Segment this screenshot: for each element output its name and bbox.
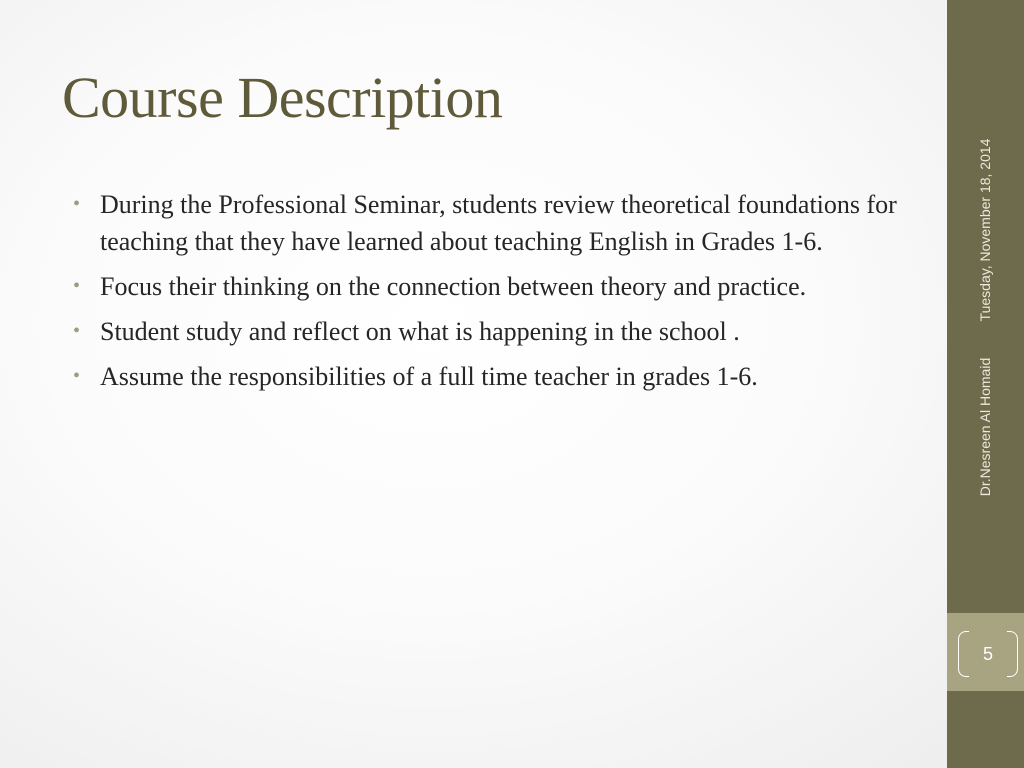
bullet-text: Assume the responsibilities of a full time teacher in grades 1-6.: [100, 362, 758, 391]
slide-number: 5: [982, 644, 993, 664]
bullet-text: Focus their thinking on the connection between theory and practice.: [100, 272, 807, 301]
bullet-icon: •: [73, 275, 81, 297]
bullet-item: [73, 268, 903, 305]
sidebar-author: Dr.Nesreen Al Homaid: [977, 357, 993, 497]
bullet-text: During the Professional Seminar, students review theoretical foundations for teaching that they have learned about teaching English in Grades 1-6.: [100, 190, 897, 256]
slide-number-box: [958, 631, 1018, 677]
bullet-icon: •: [73, 320, 81, 342]
bullet-icon: •: [73, 365, 81, 387]
bullet-icon: •: [73, 193, 81, 215]
bullet-item: [73, 186, 903, 260]
bullet-text: Student study and reflect on what is happening in the school .: [100, 317, 740, 346]
slide-title: Course Description: [62, 65, 503, 130]
bullet-list: [73, 186, 903, 403]
bullet-item: [73, 358, 903, 395]
bullet-item: [73, 313, 903, 350]
sidebar-date: Tuesday, November 18, 2014: [977, 138, 993, 322]
